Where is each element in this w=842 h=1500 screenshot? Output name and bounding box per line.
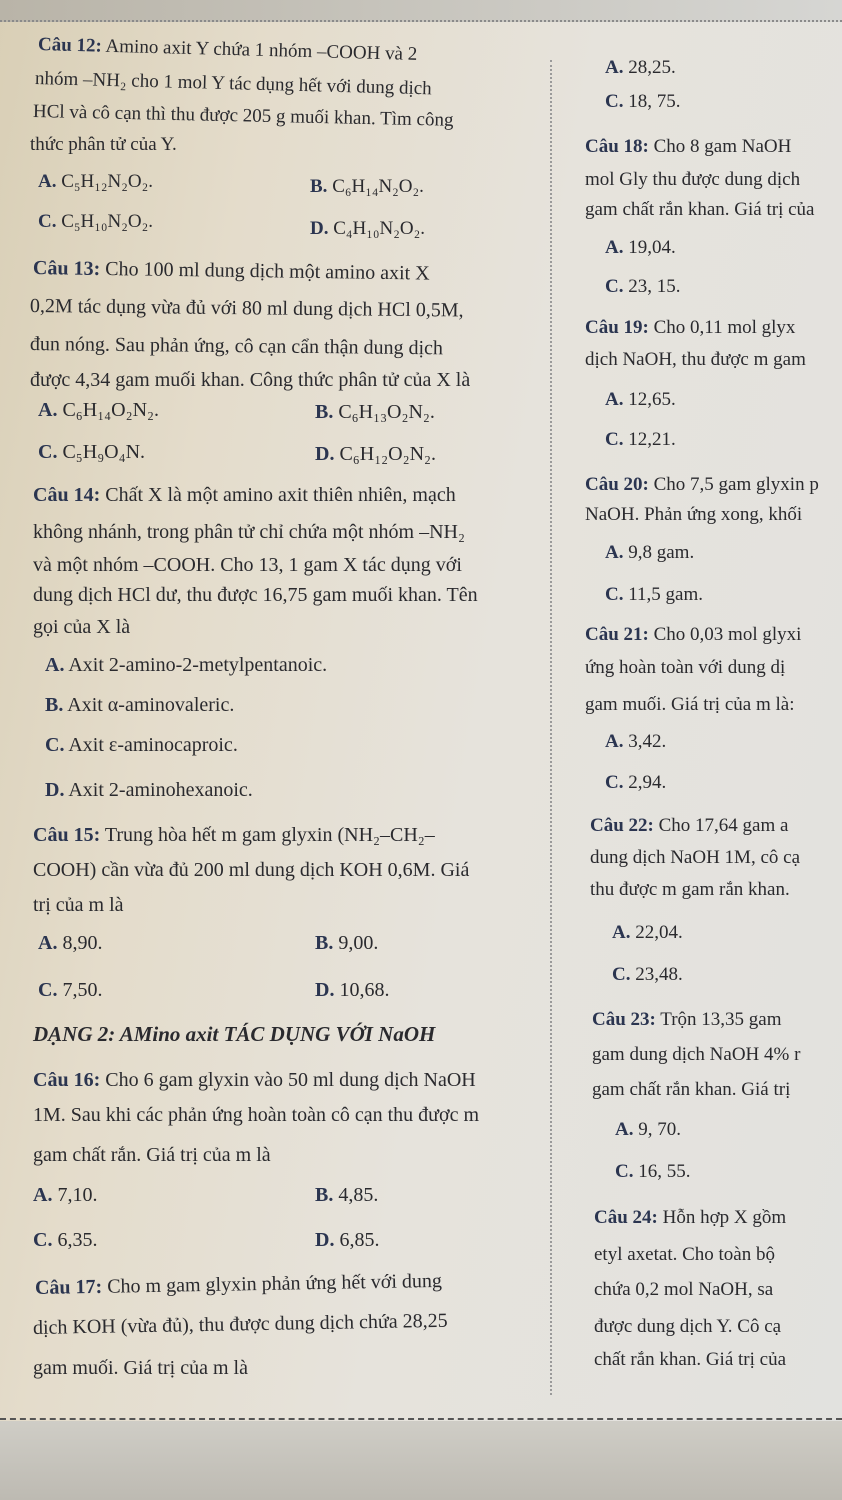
question-label: Câu 14:: [33, 484, 101, 506]
question-text: 1M. Sau khi các phản ứng hoàn toàn cô cạn thu được m: [33, 1104, 480, 1126]
option-text: 23, 15.: [628, 276, 681, 297]
option-letter: D.: [315, 1229, 335, 1251]
option-letter: A.: [38, 399, 58, 421]
question-label: Câu 19:: [585, 317, 649, 338]
question-label: Câu 16:: [33, 1069, 101, 1091]
option-letter: B.: [315, 401, 334, 423]
option-text: 9,8 gam.: [628, 542, 695, 563]
question-text: Cho 0,11 mol glyx: [653, 317, 796, 338]
question-text: đun nóng. Sau phản ứng, cô cạn cẩn thận dung dịch: [29, 333, 444, 360]
option-letter: C.: [605, 429, 624, 450]
question-label: Câu 15:: [33, 824, 101, 846]
question-label: Câu 13:: [32, 257, 101, 280]
question-text: chất rắn khan. Giá trị của: [594, 1349, 787, 1370]
question-text: Cho 8 gam NaOH: [653, 136, 792, 157]
option-text: 12,65.: [628, 389, 676, 410]
option-text: C₄H₁₀N₂O₂.: [333, 218, 425, 239]
question-text: trị của m là: [33, 894, 124, 916]
page-top-edge: [0, 0, 842, 22]
option-text: 2,94.: [628, 772, 667, 793]
question-text: không nhánh, trong phân tử chỉ chứa một nhóm –NH₂: [33, 521, 465, 543]
question-text: dung dịch NaOH 1M, cô cạ: [590, 847, 801, 868]
question-text: gam muối. Giá trị của m là:: [585, 694, 795, 715]
option-text: C₅H₁₀N₂O₂.: [61, 211, 153, 232]
option-letter: A.: [33, 1184, 53, 1206]
question-text: và một nhóm –COOH. Cho 13, 1 gam X tác dụng với: [33, 554, 462, 576]
option-letter: D.: [315, 979, 335, 1001]
option-text: 7,50.: [62, 979, 103, 1001]
option-text: C₅H₁₂N₂O₂.: [61, 171, 153, 192]
option-text: 8,90.: [62, 932, 103, 954]
option-letter: C.: [615, 1161, 634, 1182]
top-dotted-rule: [0, 20, 842, 22]
option-letter: C.: [605, 276, 624, 297]
question-text: Chất X là một amino axit thiên nhiên, mạch: [105, 484, 456, 506]
option-text: 4,85.: [338, 1184, 379, 1206]
option-letter: B.: [315, 1184, 334, 1206]
question-text: Cho m gam glyxin phản ứng hết với dung: [107, 1269, 443, 1298]
option-text: 12,21.: [628, 429, 676, 450]
option-letter: C.: [38, 979, 58, 1001]
question-text: thức phân tử của Y.: [30, 134, 177, 155]
question-text: gọi của X là: [33, 616, 131, 638]
question-text: thu được m gam rắn khan.: [590, 879, 790, 900]
option-letter: D.: [45, 779, 65, 801]
option-letter: A.: [612, 922, 631, 943]
option-letter: A.: [38, 932, 58, 954]
question-text: Cho 0,03 mol glyxi: [653, 624, 802, 645]
question-label: Câu 12:: [37, 34, 103, 57]
option-text: 6,35.: [57, 1229, 98, 1251]
option-letter: A.: [605, 389, 624, 410]
option-text: C₆H₁₃O₂N₂.: [338, 401, 435, 423]
question-label: Câu 18:: [585, 136, 649, 157]
question-text: Hỗn hợp X gồm: [662, 1207, 787, 1228]
question-text: được dung dịch Y. Cô cạ: [594, 1316, 782, 1337]
question-label: Câu 23:: [592, 1009, 656, 1030]
option-text: 28,25.: [628, 57, 676, 78]
option-text: C₆H₁₄N₂O₂.: [332, 176, 424, 197]
option-letter: B.: [315, 932, 334, 954]
option-letter: C.: [33, 1229, 53, 1251]
question-text: NaOH. Phản ứng xong, khối: [585, 504, 803, 525]
question-label: Câu 20:: [585, 474, 649, 495]
question-text: ứng hoàn toàn với dung dị: [585, 657, 786, 678]
question-text: nhóm –NH₂ cho 1 mol Y tác dụng hết với dung dịch: [34, 68, 432, 100]
option-letter: A.: [605, 237, 624, 258]
option-text: 10,68.: [339, 979, 390, 1001]
option-letter: A.: [38, 171, 57, 192]
question-text: Cho 6 gam glyxin vào 50 ml dung dịch NaOH: [105, 1069, 476, 1091]
option-letter: A.: [615, 1119, 634, 1140]
option-letter: A.: [605, 542, 624, 563]
question-label: Câu 21:: [585, 624, 649, 645]
question-text: dịch NaOH, thu được m gam: [585, 349, 806, 370]
column-divider: [550, 60, 552, 1395]
option-text: 22,04.: [635, 922, 683, 943]
option-letter: C.: [38, 441, 58, 463]
question-text: gam chất rắn khan. Giá trị: [592, 1079, 791, 1100]
question-text: Cho 100 ml dung dịch một amino axit X: [105, 258, 430, 285]
question-text: dịch KOH (vừa đủ), thu được dung dịch chứa 28,25: [32, 1309, 448, 1339]
question-text: Amino axit Y chứa 1 nhóm –COOH và 2: [105, 35, 418, 65]
question-text: chứa 0,2 mol NaOH, sa: [594, 1279, 774, 1300]
question-text: gam chất rắn. Giá trị của m là: [33, 1144, 271, 1166]
option-text: 7,10.: [57, 1184, 98, 1206]
option-text: Axit α-aminovaleric.: [67, 694, 235, 716]
option-text: Axit ε-aminocaproic.: [68, 734, 238, 756]
option-text: Axit 2-amino-2-metylpentanoic.: [68, 654, 328, 676]
question-text: dung dịch HCl dư, thu được 16,75 gam muối khan. Tên: [33, 584, 478, 606]
option-text: 6,85.: [339, 1229, 380, 1251]
option-letter: D.: [310, 218, 329, 239]
option-letter: A.: [605, 57, 624, 78]
option-text: 9,00.: [338, 932, 379, 954]
question-text: gam dung dịch NaOH 4% r: [592, 1044, 801, 1065]
question-text: Trung hòa hết m gam glyxin (NH₂–CH₂–: [104, 824, 435, 846]
option-letter: C.: [605, 584, 624, 605]
option-letter: C.: [45, 734, 65, 756]
option-text: 16, 55.: [638, 1161, 691, 1182]
option-text: Axit 2-aminohexanoic.: [68, 779, 253, 801]
option-letter: A.: [605, 731, 624, 752]
option-text: 23,48.: [635, 964, 683, 985]
question-text: 0,2M tác dụng vừa đủ với 80 ml dung dịch HCl 0,5M,: [29, 295, 464, 322]
option-letter: B.: [45, 694, 64, 716]
question-label: Câu 22:: [590, 815, 654, 836]
option-letter: D.: [315, 443, 335, 465]
option-text: C₅H₉O₄N.: [62, 441, 146, 463]
question-text: Cho 17,64 gam a: [658, 815, 789, 836]
question-text: Trộn 13,35 gam: [660, 1009, 782, 1030]
option-text: C₆H₁₂O₂N₂.: [339, 443, 436, 465]
option-text: 18, 75.: [628, 91, 681, 112]
question-text: etyl axetat. Cho toàn bộ: [594, 1244, 775, 1265]
question-text: mol Gly thu được dung dịch: [585, 169, 801, 190]
option-letter: C.: [605, 91, 624, 112]
question-text: được 4,34 gam muối khan. Công thức phân tử của X là: [30, 369, 471, 391]
option-text: 3,42.: [628, 731, 667, 752]
option-letter: C.: [605, 772, 624, 793]
option-text: 19,04.: [628, 237, 676, 258]
question-label: Câu 24:: [594, 1207, 658, 1228]
question-text: HCl và cô cạn thì thu được 205 g muối khan. Tìm công: [32, 101, 454, 131]
option-text: 9, 70.: [638, 1119, 681, 1140]
option-letter: C.: [612, 964, 631, 985]
question-text: COOH) cần vừa đủ 200 ml dung dịch KOH 0,6M. Giá: [33, 859, 470, 881]
bottom-dashed-rule: [0, 1418, 842, 1420]
section-heading: DẠNG 2: AMino axit TÁC DỤNG VỚI NaOH: [33, 1022, 436, 1046]
option-text: C₆H₁₄O₂N₂.: [62, 399, 159, 421]
question-text: Cho 7,5 gam glyxin p: [653, 474, 819, 495]
page-bottom-edge: [0, 1421, 842, 1500]
option-letter: C.: [38, 211, 57, 232]
option-letter: A.: [45, 654, 65, 676]
question-text: gam muối. Giá trị của m là: [33, 1357, 248, 1379]
question-label: Câu 17:: [34, 1275, 103, 1299]
question-text: gam chất rắn khan. Giá trị của: [585, 199, 815, 220]
option-text: 11,5 gam.: [628, 584, 703, 605]
option-letter: B.: [310, 176, 328, 197]
